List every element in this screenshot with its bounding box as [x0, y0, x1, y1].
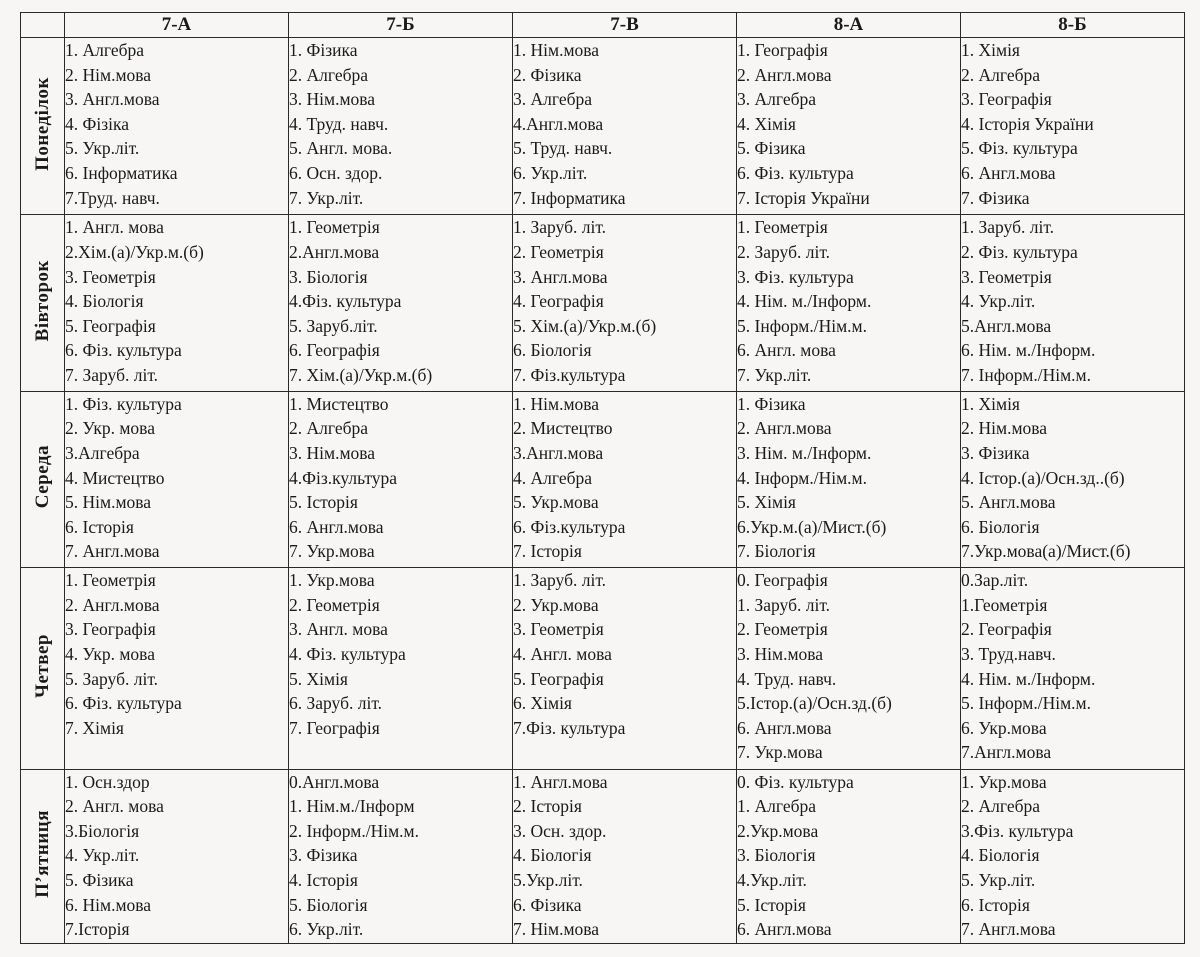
class-header: 7-А — [65, 13, 289, 38]
lessons-cell — [65, 769, 289, 943]
lesson-item: 1. Осн.здор — [65, 771, 150, 792]
lesson-item: 3.Англ.мова — [513, 442, 604, 463]
lesson-item: 5. Історія — [737, 894, 806, 915]
lesson-item: 4. Історія України — [961, 113, 1094, 134]
lesson-list — [513, 568, 736, 740]
lesson-item: 4. Фізіка — [65, 113, 129, 134]
lesson-item: 4. Труд. навч. — [737, 668, 837, 689]
lesson-item: 1. Укр.мова — [289, 570, 375, 591]
lesson-item: 6. Географія — [289, 340, 380, 361]
lessons-cell — [737, 391, 961, 567]
lesson-item: 3.Біологія — [65, 820, 140, 841]
lesson-item: 4. Географія — [513, 291, 604, 312]
class-header: 8-Б — [961, 13, 1185, 38]
lesson-item: 4. Біологія — [961, 845, 1040, 866]
lesson-item: 2. Геометрія — [513, 241, 604, 262]
lesson-list — [737, 392, 960, 564]
lesson-item: 5. Інформ./Нім.м. — [961, 693, 1091, 714]
lesson-list — [961, 38, 1184, 210]
lesson-item: 0.Зар.літ. — [961, 570, 1029, 591]
lesson-item: 4. Інформ./Нім.м. — [737, 467, 867, 488]
lesson-item: 7. Біологія — [737, 541, 816, 562]
lesson-item: 6. Англ.мова — [289, 516, 384, 537]
lessons-cell — [513, 38, 737, 215]
lessons-cell — [961, 215, 1185, 391]
lesson-item: 4. Фіз. культура — [289, 643, 406, 664]
lessons-cell — [65, 568, 289, 769]
lesson-item: 3. Фіз. культура — [737, 266, 854, 287]
class-header: 7-В — [513, 13, 737, 38]
lessons-cell — [289, 769, 513, 943]
lesson-item: 5.Істор.(а)/Осн.зд.(б) — [737, 693, 892, 714]
lesson-item: 2. Фіз. культура — [961, 241, 1078, 262]
lesson-item: 3. Труд.навч. — [961, 643, 1056, 664]
lesson-item: 1. Фізика — [737, 393, 806, 414]
lesson-list — [961, 770, 1184, 942]
lesson-item: 6. Нім.мова — [65, 894, 152, 915]
corner-cell — [21, 13, 65, 38]
lesson-item: 1. Нім.м./Інформ — [289, 796, 415, 817]
lesson-item: 2. Заруб. літ. — [737, 241, 831, 262]
lesson-item: 5. Укр.літ. — [961, 869, 1036, 890]
lesson-list — [961, 392, 1184, 564]
lesson-item: 1. Англ. мова — [65, 217, 164, 238]
lesson-item: 1. Алгебра — [65, 40, 145, 60]
lesson-list — [513, 38, 736, 210]
lesson-item: 1. Фіз. культура — [65, 393, 182, 414]
lesson-item: 1. Мистецтво — [289, 393, 389, 414]
lessons-cell — [513, 391, 737, 567]
lesson-item: 6.Укр.м.(а)/Мист.(б) — [737, 516, 887, 537]
lesson-list — [65, 392, 288, 564]
lessons-cell — [513, 769, 737, 943]
lesson-item: 4.Укр.літ. — [737, 869, 807, 890]
lesson-item: 5. Інформ./Нім.м. — [737, 315, 867, 336]
lesson-item: 2. Алгебра — [961, 64, 1041, 85]
lesson-list — [289, 215, 512, 387]
lesson-item: 2. Укр.мова — [513, 594, 599, 615]
lesson-item: 7. Англ.мова — [961, 919, 1056, 940]
lessons-cell — [289, 38, 513, 215]
lessons-cell — [737, 215, 961, 391]
lesson-list — [289, 392, 512, 564]
lesson-item: 2. Англ.мова — [65, 594, 160, 615]
lesson-item: 3. Нім.мова — [289, 89, 376, 110]
lesson-item: 7. Заруб. літ. — [65, 364, 159, 385]
lesson-item: 1.Геометрія — [961, 594, 1048, 615]
lesson-item: 2. Геометрія — [289, 594, 380, 615]
lesson-item: 5. Труд. навч. — [513, 138, 613, 159]
lesson-item: 7. Хім.(а)/Укр.м.(б) — [289, 364, 433, 385]
lesson-item: 1. Заруб. літ. — [513, 217, 607, 238]
lesson-item: 5.Англ.мова — [961, 315, 1052, 336]
lesson-item: 6. Фіз. культура — [65, 340, 182, 361]
lessons-cell — [513, 568, 737, 769]
lesson-item: 3. Фізика — [289, 845, 358, 866]
lesson-item: 6. Інформатика — [65, 162, 178, 183]
lesson-item: 4. Труд. навч. — [289, 113, 389, 134]
lesson-item: 7.Англ.мова — [961, 742, 1052, 763]
lesson-item: 2. Інформ./Нім.м. — [289, 820, 419, 841]
lesson-item: 0. Географія — [737, 570, 828, 591]
lesson-item: 4. Мистецтво — [65, 467, 165, 488]
lesson-item: 3. Англ.мова — [65, 89, 160, 110]
lessons-cell — [65, 215, 289, 391]
lesson-list — [65, 568, 288, 740]
lesson-item: 5. Хім.(а)/Укр.м.(б) — [513, 315, 657, 336]
lesson-item: 5. Історія — [289, 492, 358, 513]
lesson-item: 7. Інформ./Нім.м. — [961, 364, 1091, 385]
lesson-item: 6. Англ.мова — [737, 919, 832, 940]
lesson-item: 3. Нім. м./Інформ. — [737, 442, 872, 463]
lesson-item: 5. Англ. мова. — [289, 138, 393, 159]
lesson-item: 4. Хімія — [737, 113, 796, 134]
day-cell — [21, 769, 65, 943]
lessons-cell — [737, 568, 961, 769]
lessons-cell — [961, 391, 1185, 567]
lessons-cell — [289, 391, 513, 567]
lesson-item: 2. Нім.мова — [961, 418, 1048, 439]
lesson-item: 2. Алгебра — [961, 796, 1041, 817]
lesson-item: 7. Укр.літ. — [289, 187, 364, 208]
day-label: Четвер — [31, 633, 53, 698]
lesson-item: 6. Хімія — [513, 693, 572, 714]
lessons-cell — [961, 38, 1185, 215]
lesson-item: 1. Укр.мова — [961, 771, 1047, 792]
lesson-item: 5. Заруб. літ. — [65, 668, 159, 689]
lesson-item: 3. Геометрія — [961, 266, 1052, 287]
lesson-item: 5. Фізика — [737, 138, 806, 159]
lesson-item: 7. Укр.мова — [737, 742, 823, 763]
lesson-item: 6. Укр.літ. — [513, 162, 588, 183]
lesson-item: 2. Фізика — [513, 64, 582, 85]
lesson-item: 4. Англ. мова — [513, 643, 612, 664]
lessons-cell — [961, 568, 1185, 769]
lesson-item: 2. Географія — [961, 619, 1052, 640]
lesson-item: 6. Осн. здор. — [289, 162, 383, 183]
lesson-item: 1. Англ.мова — [513, 771, 608, 792]
lesson-item: 2. Нім.мова — [65, 64, 152, 85]
lesson-item: 1. Геометрія — [737, 217, 828, 238]
lesson-item: 3. Алгебра — [737, 89, 817, 110]
lesson-item: 7. Географія — [289, 717, 380, 738]
day-label: П’ятниця — [31, 809, 53, 898]
lesson-item: 6. Укр.мова — [961, 717, 1047, 738]
lesson-item: 4. Істор.(а)/Осн.зд..(б) — [961, 467, 1125, 488]
lesson-item: 7.Укр.мова(а)/Мист.(б) — [961, 541, 1131, 562]
lesson-item: 5. Хімія — [289, 668, 348, 689]
lessons-cell — [289, 215, 513, 391]
lesson-list — [737, 38, 960, 210]
lesson-list — [65, 770, 288, 942]
lessons-cell — [737, 769, 961, 943]
lesson-item: 4. Алгебра — [513, 467, 593, 488]
lesson-item: 2.Хім.(а)/Укр.м.(б) — [65, 241, 204, 262]
lesson-item: 1. Хімія — [961, 40, 1020, 60]
lesson-item: 1. Нім.мова — [513, 393, 600, 414]
lessons-cell — [65, 38, 289, 215]
lesson-item: 6. Фізика — [513, 894, 582, 915]
lesson-item: 6. Історія — [65, 516, 134, 537]
lesson-item: 3. Англ.мова — [513, 266, 608, 287]
day-label: Середа — [31, 445, 53, 509]
lesson-item: 7. Історія України — [737, 187, 870, 208]
lesson-item: 6. Фіз. культура — [65, 693, 182, 714]
lesson-item: 2. Алгебра — [289, 418, 369, 439]
lesson-item: 7. Інформатика — [513, 187, 626, 208]
day-cell — [21, 391, 65, 567]
day-label: Понеділок — [31, 76, 53, 171]
class-header: 8-А — [737, 13, 961, 38]
lesson-item: 3. Геометрія — [513, 619, 604, 640]
lesson-item: 2. Історія — [513, 796, 582, 817]
lesson-item: 6. Англ.мова — [737, 717, 832, 738]
lesson-item: 0.Англ.мова — [289, 771, 380, 792]
lesson-item: 6. Англ. мова — [737, 340, 836, 361]
lesson-item: 5. Географія — [65, 315, 156, 336]
lesson-item: 2. Мистецтво — [513, 418, 613, 439]
lesson-item: 6. Нім. м./Інформ. — [961, 340, 1096, 361]
lesson-item: 6. Історія — [961, 894, 1030, 915]
lesson-item: 7.Фіз. культура — [513, 717, 626, 738]
lesson-item: 5. Укр.мова — [513, 492, 599, 513]
lesson-item: 2.Англ.мова — [289, 241, 380, 262]
lesson-item: 7. Історія — [513, 541, 582, 562]
lesson-item: 4. Біологія — [65, 291, 144, 312]
lesson-item: 2. Англ.мова — [737, 418, 832, 439]
lesson-item: 4. Біологія — [513, 845, 592, 866]
day-cell — [21, 568, 65, 769]
lesson-list — [737, 215, 960, 387]
lesson-item: 3. Алгебра — [513, 89, 593, 110]
lesson-item: 2. Укр. мова — [65, 418, 155, 439]
lesson-item: 3. Географія — [65, 619, 156, 640]
lesson-item: 4.Фіз.культура — [289, 467, 398, 488]
lesson-item: 5. Укр.літ. — [65, 138, 140, 159]
lesson-item: 7.Історія — [65, 919, 130, 940]
lesson-item: 1. Хімія — [961, 393, 1020, 414]
day-row — [21, 38, 1185, 215]
lesson-item: 3.Фіз. культура — [961, 820, 1074, 841]
lesson-item: 7. Нім.мова — [513, 919, 600, 940]
lesson-item: 4. Укр.літ. — [961, 291, 1036, 312]
lesson-item: 3. Осн. здор. — [513, 820, 607, 841]
lesson-item: 5.Укр.літ. — [513, 869, 583, 890]
lesson-item: 7. Англ.мова — [65, 541, 160, 562]
lesson-item: 1. Геометрія — [65, 570, 156, 591]
lesson-item: 7. Укр.літ. — [737, 364, 812, 385]
lesson-item: 2.Укр.мова — [737, 820, 819, 841]
lesson-item: 5. Географія — [513, 668, 604, 689]
lesson-item: 5. Нім.мова — [65, 492, 152, 513]
lessons-cell — [289, 568, 513, 769]
lesson-item: 4. Нім. м./Інформ. — [961, 668, 1096, 689]
day-row — [21, 391, 1185, 567]
lesson-list — [289, 38, 512, 210]
lesson-item: 6. Заруб. літ. — [289, 693, 383, 714]
lesson-item: 3. Геометрія — [65, 266, 156, 287]
lessons-cell — [961, 769, 1185, 943]
lesson-item: 7. Фіз.культура — [513, 364, 626, 385]
lesson-list — [737, 568, 960, 765]
lesson-item: 5. Заруб.літ. — [289, 315, 378, 336]
lesson-item: 6. Укр.літ. — [289, 919, 364, 940]
day-row — [21, 769, 1185, 943]
lesson-item: 1. Фізика — [289, 40, 358, 60]
lesson-item: 7. Хімія — [65, 717, 124, 738]
lesson-item: 5. Біологія — [289, 894, 368, 915]
lesson-item: 3. Нім.мова — [289, 442, 376, 463]
lesson-item: 5. Фізика — [65, 869, 134, 890]
lesson-list — [289, 568, 512, 740]
lesson-item: 5. Англ.мова — [961, 492, 1056, 513]
lesson-item: 5. Хімія — [737, 492, 796, 513]
lesson-item: 7. Укр.мова — [289, 541, 375, 562]
timetable — [20, 12, 1185, 944]
class-header: 7-Б — [289, 13, 513, 38]
lesson-item: 4. Укр.літ. — [65, 845, 140, 866]
lesson-item: 1. Геометрія — [289, 217, 380, 238]
day-row — [21, 215, 1185, 391]
lesson-item: 5. Фіз. культура — [961, 138, 1078, 159]
lesson-item: 4. Історія — [289, 869, 358, 890]
lesson-item: 3. Географія — [961, 89, 1052, 110]
lesson-list — [513, 215, 736, 387]
lesson-item: 3.Алгебра — [65, 442, 140, 463]
lesson-item: 0. Фіз. культура — [737, 771, 854, 792]
lesson-list — [513, 392, 736, 564]
lesson-item: 3. Біологія — [737, 845, 816, 866]
lesson-item: 1. Географія — [737, 40, 828, 60]
day-cell — [21, 38, 65, 215]
day-cell — [21, 215, 65, 391]
day-label: Вівторок — [31, 259, 53, 342]
lesson-list — [289, 770, 512, 942]
lessons-cell — [737, 38, 961, 215]
lesson-item: 6. Біологія — [961, 516, 1040, 537]
lesson-list — [961, 215, 1184, 387]
lesson-item: 6. Фіз.культура — [513, 516, 626, 537]
lesson-item: 4. Укр. мова — [65, 643, 155, 664]
lesson-item: 3. Нім.мова — [737, 643, 824, 664]
lesson-item: 2. Геометрія — [737, 619, 828, 640]
lessons-cell — [65, 391, 289, 567]
lesson-item: 1. Нім.мова — [513, 40, 600, 60]
lesson-item: 2. Алгебра — [289, 64, 369, 85]
lesson-item: 1. Заруб. літ. — [737, 594, 831, 615]
lesson-item: 1. Заруб. літ. — [513, 570, 607, 591]
lesson-item: 6. Фіз. культура — [737, 162, 854, 183]
lesson-item: 2. Англ. мова — [65, 796, 164, 817]
lesson-item: 4. Нім. м./Інформ. — [737, 291, 872, 312]
lesson-item: 2. Англ.мова — [737, 64, 832, 85]
lesson-list — [737, 770, 960, 942]
lesson-item: 6. Біологія — [513, 340, 592, 361]
lesson-list — [65, 38, 288, 210]
lesson-item: 3. Біологія — [289, 266, 368, 287]
lesson-item: 3. Фізика — [961, 442, 1030, 463]
day-row — [21, 568, 1185, 769]
lesson-item: 7.Труд. навч. — [65, 187, 160, 208]
lesson-list — [65, 215, 288, 387]
lesson-item: 3. Англ. мова — [289, 619, 388, 640]
lesson-item: 6. Англ.мова — [961, 162, 1056, 183]
lesson-item: 4.Англ.мова — [513, 113, 604, 134]
lesson-list — [513, 770, 736, 942]
lesson-item: 1. Заруб. літ. — [961, 217, 1055, 238]
lesson-list — [961, 568, 1184, 765]
lesson-item: 1. Алгебра — [737, 796, 817, 817]
header-row — [21, 13, 1185, 38]
lesson-item: 4.Фіз. культура — [289, 291, 402, 312]
lessons-cell — [513, 215, 737, 391]
lesson-item: 7. Фізика — [961, 187, 1030, 208]
